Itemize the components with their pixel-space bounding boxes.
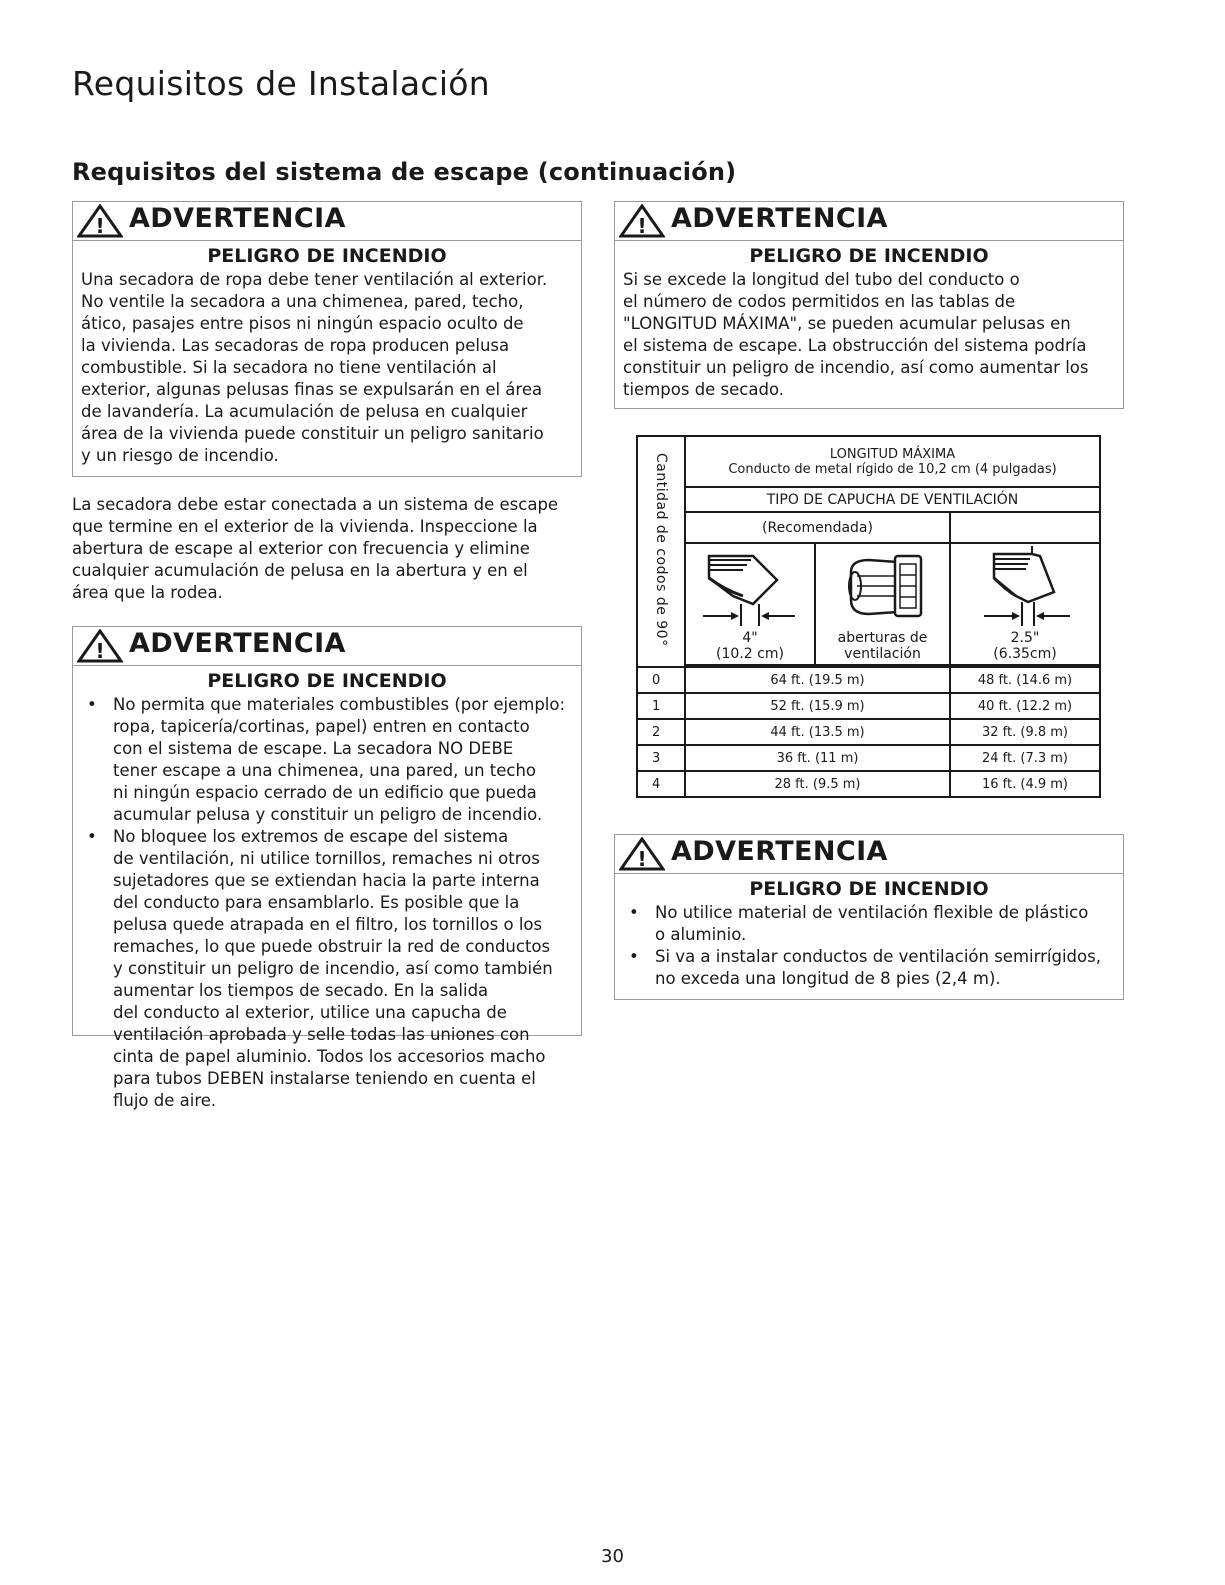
hazard-title: PELIGRO DE INCENDIO: [207, 670, 447, 692]
hood-2-5in-cell: [950, 543, 1100, 665]
text-line: del conducto para ensamblarlo. Es posible que la: [113, 893, 520, 912]
warning-header: [615, 835, 1123, 874]
recommended-header: (Recomendada): [685, 512, 950, 543]
page-title: Requisitos de Instalación: [72, 64, 491, 103]
warning-box-vent-outdoors: [72, 201, 582, 477]
elbow-count-header: [637, 436, 685, 667]
text-line: ventilación aprobada y selle todas las uniones con: [113, 1025, 530, 1044]
warning-word: ADVERTENCIA: [671, 203, 888, 234]
length-alt-cell: 48 ft. (14.6 m): [950, 667, 1100, 693]
svg-text:!: !: [95, 639, 105, 663]
hood-size-metric: (6.35cm): [993, 646, 1057, 662]
table-row: [637, 745, 1100, 771]
text-line: área que la rodea.: [72, 583, 223, 602]
warning-word: ADVERTENCIA: [129, 203, 346, 234]
table-row: [637, 771, 1100, 797]
hood-size: 2.5": [1010, 630, 1040, 646]
length-alt-cell: 16 ft. (4.9 m): [950, 771, 1100, 797]
text-line: remaches, lo que puede obstruir la red de conductos: [113, 937, 551, 956]
text-line: ni ningún espacio cerrado de un edificio que pueda: [113, 783, 537, 802]
bullet-icon: •: [87, 827, 97, 846]
length-recommended-cell: 36 ft. (11 m): [685, 745, 950, 771]
text-line: el sistema de escape. La obstrucción del sistema podría: [623, 336, 1087, 355]
max-length-table: [636, 435, 1101, 798]
warning-triangle-icon: [77, 629, 123, 663]
warning-text: [73, 692, 581, 1116]
elbow-count-cell: 0: [637, 667, 685, 693]
text-line: No bloquee los extremos de escape del sistema: [113, 827, 509, 846]
length-recommended-cell: 28 ft. (9.5 m): [685, 771, 950, 797]
bullet-item: [623, 902, 1115, 946]
hood-louvered-cell: [815, 543, 950, 665]
text-line: la vivienda. Las secadoras de ropa producen pelusa: [81, 336, 510, 355]
hood-size-metric: (10.2 cm): [716, 646, 784, 662]
warning-triangle-icon: [619, 837, 665, 871]
table-row: [637, 693, 1100, 719]
warning-header: [73, 202, 581, 241]
louvered-hood-icon: [695, 546, 805, 626]
length-recommended-cell: 52 ft. (15.9 m): [685, 693, 950, 719]
warning-triangle-icon: [619, 204, 665, 238]
exhaust-paragraph: [72, 494, 582, 604]
text-line: que termine en el exterior de la vivienda. Inspeccione la: [72, 517, 538, 536]
hood-desc-line1: aberturas de: [837, 630, 928, 646]
text-line: área de la vivienda puede constituir un peligro sanitario: [81, 424, 544, 443]
text-line: No utilice material de ventilación flexible de plástico: [655, 903, 1089, 922]
text-line: exterior, algunas pelusas finas se expulsarán en el área: [81, 380, 543, 399]
bullet-item: [81, 694, 573, 826]
text-line: cualquier acumulación de pelusa en la abertura y en el: [72, 561, 528, 580]
length-recommended-cell: 44 ft. (13.5 m): [685, 719, 950, 745]
length-alt-cell: 24 ft. (7.3 m): [950, 745, 1100, 771]
text-line: acumular pelusa y constituir un peligro de incendio.: [113, 805, 543, 824]
hood-desc-line2: ventilación: [844, 646, 921, 662]
text-line: combustible. Si la secadora no tiene ventilación al: [81, 358, 497, 377]
text-line: aumentar los tiempos de secado. En la salida: [113, 981, 489, 1000]
bullet-icon: •: [87, 695, 97, 714]
warning-word: ADVERTENCIA: [671, 836, 888, 867]
text-line: ático, pasajes entre pisos ni ningún espacio oculto de: [81, 314, 524, 333]
text-line: "LONGITUD MÁXIMA", se pueden acumular pelusas en: [623, 314, 1071, 333]
hazard-title: PELIGRO DE INCENDIO: [207, 245, 447, 267]
text-line: tener escape a una chimenea, una pared, un techo: [113, 761, 537, 780]
text-line: de ventilación, ni utilice tornillos, remaches ni otros: [113, 849, 540, 868]
text-line: abertura de escape al exterior con frecuencia y elimine: [72, 539, 530, 558]
max-length-header: [685, 436, 1100, 487]
text-line: y constituir un peligro de incendio, así como también: [113, 959, 553, 978]
header-subtitle: Conducto de metal rígido de 10,2 cm (4 pulgadas): [728, 461, 1057, 477]
bullet-item: [623, 946, 1115, 990]
length-recommended-cell: 64 ft. (19.5 m): [685, 667, 950, 693]
text-line: y un riesgo de incendio.: [81, 446, 279, 465]
warning-box-combustibles: [72, 626, 582, 1110]
warning-header: [615, 202, 1123, 241]
text-line: tiempos de secado.: [623, 380, 785, 399]
text-line: La secadora debe estar conectada a un sistema de escape: [72, 495, 559, 514]
text-line: para tubos DEBEN instalarse teniendo en cuenta el: [113, 1069, 536, 1088]
text-line: el número de codos permitidos en las tablas de: [623, 292, 1016, 311]
page-number: 30: [601, 1546, 624, 1567]
hood-type-header: TIPO DE CAPUCHA DE VENTILACIÓN: [685, 487, 1100, 512]
text-line: Si se excede la longitud del tubo del conducto o: [623, 270, 1020, 289]
svg-text:!: !: [95, 214, 105, 238]
text-line: con el sistema de escape. La secadora NO DEBE: [113, 739, 514, 758]
text-line: cinta de papel aluminio. Todos los accesorios macho: [113, 1047, 546, 1066]
elbow-count-cell: 4: [637, 771, 685, 797]
text-line: No ventile la secadora a una chimenea, pared, techo,: [81, 292, 524, 311]
table-row: [637, 719, 1100, 745]
text-line: Una secadora de ropa debe tener ventilación al exterior.: [81, 270, 548, 289]
warning-box-flexible-vent: [614, 834, 1124, 1000]
text-line: pelusa quede atrapada en el filtro, los tornillos o los: [113, 915, 543, 934]
length-alt-cell: 32 ft. (9.8 m): [950, 719, 1100, 745]
elbow-count-cell: 2: [637, 719, 685, 745]
warning-header: [73, 627, 581, 666]
text-line: No permita que materiales combustibles (por ejemplo:: [113, 695, 566, 714]
svg-text:!: !: [637, 214, 647, 238]
svg-text:!: !: [637, 847, 647, 871]
bullet-icon: •: [629, 903, 639, 922]
warning-text: [615, 900, 1123, 994]
warning-text: [73, 267, 581, 471]
bullet-icon: •: [629, 947, 639, 966]
hood-4in-cell: [685, 543, 815, 665]
text-line: de lavandería. La acumulación de pelusa en cualquier: [81, 402, 528, 421]
text-line: flujo de aire.: [113, 1091, 217, 1110]
text-line: ropa, tapicería/cortinas, papel) entren en contacto: [113, 717, 530, 736]
warning-word: ADVERTENCIA: [129, 628, 346, 659]
section-title: Requisitos del sistema de escape (continuación): [72, 158, 737, 186]
text-line: constituir un peligro de incendio, así como aumentar los: [623, 358, 1089, 377]
text-line: Si va a instalar conductos de ventilación semirrígidos,: [655, 947, 1101, 966]
angled-hood-icon: [970, 546, 1080, 626]
text-line: no exceda una longitud de 8 pies (2,4 m).: [655, 969, 1001, 988]
warning-text: [615, 267, 1123, 405]
hood-size: 4": [742, 630, 758, 646]
warning-triangle-icon: [77, 204, 123, 238]
hazard-title: PELIGRO DE INCENDIO: [749, 245, 989, 267]
elbow-count-label: Cantidad de codos de 90°: [653, 452, 669, 647]
text-line: o aluminio.: [655, 925, 747, 944]
empty-cell: [950, 512, 1100, 543]
bullet-item: [81, 826, 573, 1112]
box-vent-hood-icon: [833, 546, 933, 626]
table-row: [637, 667, 1100, 693]
text-line: sujetadores que se extiendan hacia la parte interna: [113, 871, 540, 890]
header-title: LONGITUD MÁXIMA: [829, 446, 956, 462]
length-alt-cell: 40 ft. (12.2 m): [950, 693, 1100, 719]
warning-box-max-length: [614, 201, 1124, 409]
elbow-count-cell: 3: [637, 745, 685, 771]
elbow-count-cell: 1: [637, 693, 685, 719]
hazard-title: PELIGRO DE INCENDIO: [749, 878, 989, 900]
text-line: del conducto al exterior, utilice una capucha de: [113, 1003, 507, 1022]
